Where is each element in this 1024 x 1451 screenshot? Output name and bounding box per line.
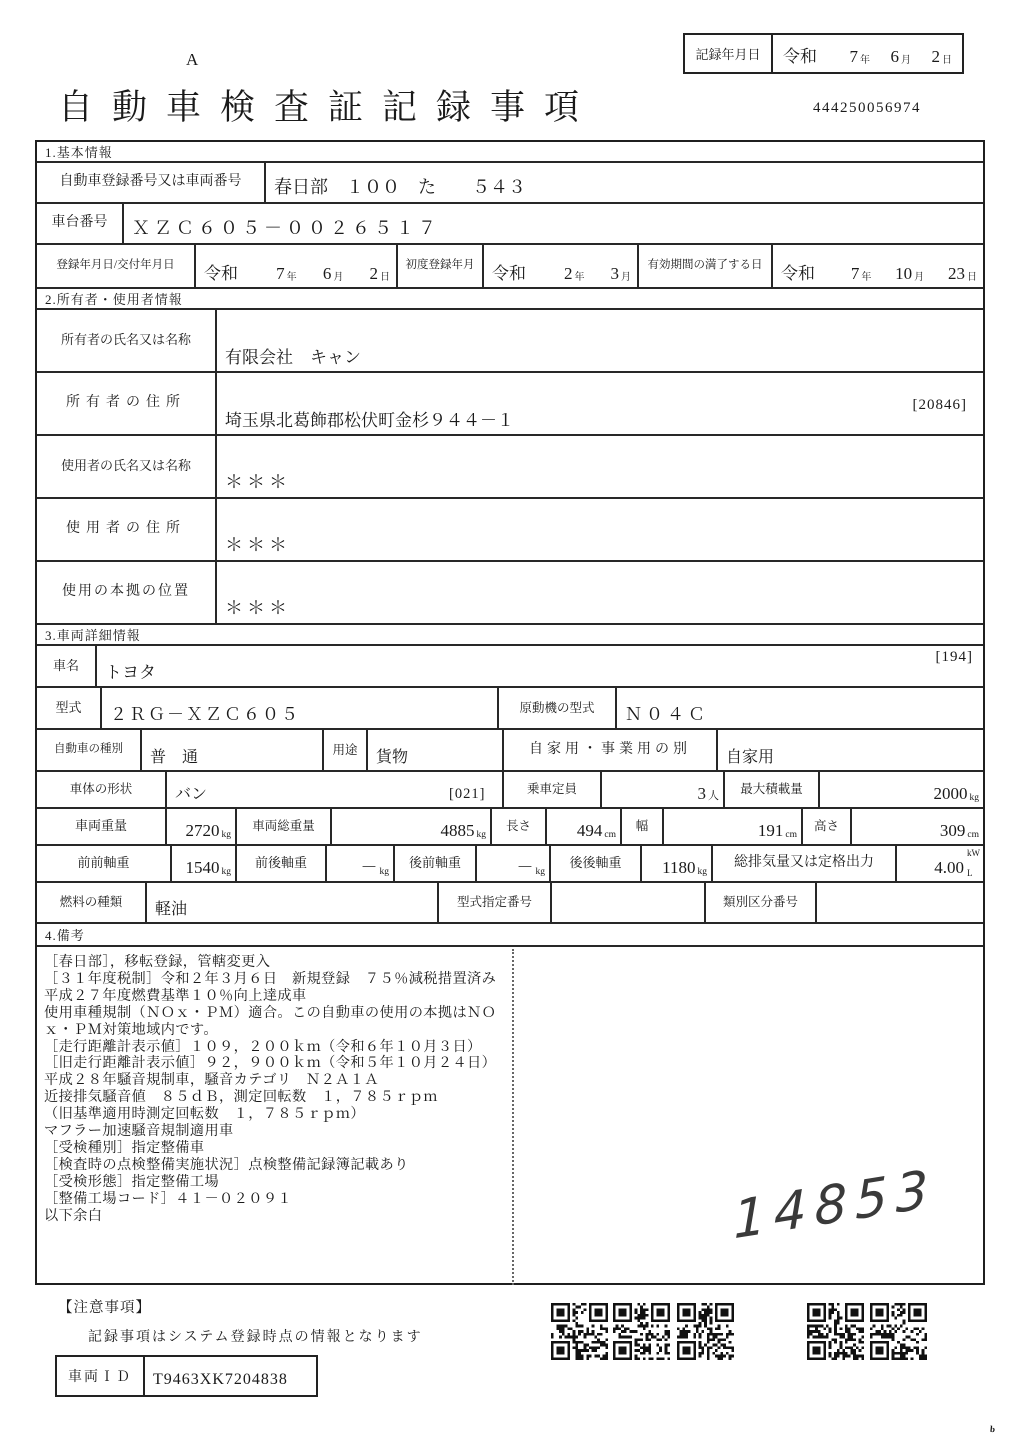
owner-address-value: 埼玉県北葛飾郡松伏町金杉９４４－１	[225, 411, 514, 430]
section-vehicle-details: 3.車両詳細情報	[37, 625, 983, 646]
qr-code-4	[807, 1303, 864, 1360]
rear-rear-axle-value: 1180 kg	[642, 846, 713, 881]
vehicle-name-value: トヨタ	[105, 663, 156, 682]
class-number-value	[817, 883, 983, 922]
remarks-line: ［走行距離計表示値］１０９，２００ｋｍ（令和６年１０月３日）	[44, 1038, 482, 1055]
use-label: 用途	[324, 730, 368, 770]
body-shape-label: 車体の形状	[37, 772, 167, 807]
qr-code-5	[870, 1303, 927, 1360]
engine-model-value: Ｎ０４Ｃ	[625, 705, 709, 724]
row-fuel-type	[37, 883, 983, 924]
record-date-label: 記録年月日	[685, 35, 773, 72]
width-value: 191 cm	[664, 809, 803, 844]
row-kind-use	[37, 730, 983, 772]
remarks-line: 使用車種規制（ＮＯｘ・ＰＭ）適合。この自動車の使用の本拠はＮＯ	[44, 1004, 497, 1021]
row-model	[37, 688, 983, 730]
rear-rear-axle-label: 後後軸重	[551, 846, 642, 881]
vehicle-name-code: [194]	[935, 649, 973, 665]
row-base-location	[37, 562, 983, 625]
page-corner-mark: A	[186, 50, 199, 69]
row-dates	[37, 245, 983, 289]
gross-weight-label: 車両総重量	[237, 809, 332, 844]
capacity-label: 乗車定員	[504, 772, 602, 807]
remarks-box	[37, 947, 983, 1287]
row-owner-name	[37, 310, 983, 373]
fuel-type-label: 燃料の種類	[37, 883, 147, 922]
row-axle-weights	[37, 846, 983, 883]
base-location-value: ＊＊＊	[225, 598, 291, 618]
scan-artifact: b	[989, 1423, 996, 1435]
owner-name-value: 有限会社 キャン	[225, 348, 361, 367]
body-shape-code: [021]	[449, 786, 486, 802]
class-number-label: 類別区分番号	[706, 883, 817, 922]
remarks-line: 以下余白	[44, 1207, 103, 1224]
owner-address-code: [20846]	[912, 397, 967, 413]
remarks-divider	[512, 949, 514, 1285]
base-location-label: 使用の本拠の位置	[37, 562, 217, 623]
vehicle-name-label: 車名	[37, 646, 97, 686]
row-owner-address	[37, 373, 983, 436]
vehicle-id-box	[55, 1355, 318, 1397]
document-number: 444250056974	[813, 100, 921, 116]
vehicle-id-label: 車両ＩＤ	[57, 1357, 145, 1395]
section-owner-user-info: 2.所有者・使用者情報	[37, 289, 983, 310]
remarks-line: ［検査時の点検整備実施状況］点検整備記録簿記載あり	[44, 1156, 409, 1173]
first-registration-label: 初度登録年月	[398, 245, 484, 287]
notice-title: 【注意事項】	[58, 1300, 151, 1316]
type-designation-label: 型式指定番号	[439, 883, 552, 922]
model-value: ２ＲＧ－ＸＺＣ６０５	[102, 688, 499, 728]
certificate-table	[35, 140, 985, 1285]
reg-number-label: 自動車登録番号又は車両番号	[37, 163, 266, 202]
front-rear-axle-label: 前後軸重	[237, 846, 327, 881]
owner-name-label: 所有者の氏名又は名称	[37, 310, 217, 371]
max-load-value: 2000 kg	[933, 784, 979, 803]
user-address-label: 使用者の住所	[37, 499, 217, 560]
height-label: 高さ	[803, 809, 852, 844]
remarks-line: 近接排気騒音値 ８５ｄＢ，測定回転数 １，７８５ｒｐｍ	[44, 1089, 438, 1106]
section-basic-info: 1.基本情報	[37, 142, 983, 163]
handwritten-number: 14853	[732, 1158, 937, 1252]
row-vehicle-name	[37, 646, 983, 688]
gross-weight-value: 4885 kg	[332, 809, 492, 844]
reg-number-value: 春日部 １００ た ５４３	[274, 177, 526, 197]
vehicle-kind-label: 自動車の種別	[37, 730, 142, 770]
remarks-line: （旧基準適用時測定回転数 １，７８５ｒｐｍ）	[44, 1106, 365, 1123]
remarks-line: ｘ・ＰＭ対策地域内です。	[44, 1021, 218, 1038]
expiry-date-label: 有効期間の満了する日	[639, 245, 773, 287]
qr-code-2	[613, 1303, 670, 1360]
user-address-value: ＊＊＊	[225, 535, 291, 555]
section-remarks: 4.備考	[37, 924, 983, 947]
reg-date-label: 登録年月日/交付年月日	[37, 245, 196, 287]
use-value: 貨物	[368, 730, 504, 770]
remarks-line: ［受検種別］指定整備車	[44, 1139, 205, 1156]
row-chassis-number	[37, 204, 983, 245]
remarks-line: 平成２８年騒音規制車，騒音カテゴリ Ｎ２Ａ１Ａ	[44, 1072, 379, 1089]
engine-model-label: 原動機の型式	[499, 688, 617, 728]
rear-front-axle-label: 後前軸重	[395, 846, 477, 881]
user-name-value: ＊＊＊	[225, 472, 291, 492]
width-label: 幅	[622, 809, 664, 844]
displacement-units: kW L	[967, 848, 980, 878]
vehicle-weight-label: 車両重量	[37, 809, 167, 844]
front-front-axle-label: 前前軸重	[37, 846, 172, 881]
fuel-type-value: 軽油	[147, 883, 439, 922]
chassis-number-value: ＸＺＣ６０５－００２６５１７	[132, 218, 440, 238]
record-date-box	[683, 33, 964, 74]
vehicle-kind-value: 普 通	[142, 730, 324, 770]
row-user-address	[37, 499, 983, 562]
displacement-label: 総排気量又は定格出力	[713, 846, 897, 881]
qr-code-1	[551, 1303, 608, 1360]
private-business-value: 自家用	[726, 749, 775, 766]
remarks-line: マフラー加速騒音規制適用車	[44, 1123, 234, 1140]
row-body-shape	[37, 772, 983, 809]
remarks-line: ［整備工場コード］４１－０２０９１	[44, 1190, 292, 1207]
remarks-line: ［３１年度税制］令和２年３月６日 新規登録 ７５％減税措置済み	[44, 970, 497, 987]
first-registration-value: 令和 2 年 3 月	[484, 245, 639, 287]
type-designation-value	[552, 883, 706, 922]
private-business-label: 自家用・事業用の別	[504, 730, 718, 770]
record-date-value: 令和 7 年 6 月 2 日	[783, 47, 952, 66]
row-user-name	[37, 436, 983, 499]
user-name-label: 使用者の氏名又は名称	[37, 436, 217, 497]
front-front-axle-value: 1540 kg	[172, 846, 237, 881]
remarks-text	[44, 954, 512, 1225]
vehicle-weight-value: 2720 kg	[167, 809, 237, 844]
body-shape-value: バン	[167, 772, 504, 807]
expiry-date-value: 令和 7 年 10 月 23 日	[781, 264, 977, 283]
remarks-line: 平成２７年度燃費基準１０％向上達成車	[44, 987, 307, 1004]
row-registration-number	[37, 163, 983, 204]
length-value: 494 cm	[547, 809, 622, 844]
model-label: 型式	[37, 688, 102, 728]
capacity-value: 3 人	[602, 772, 725, 807]
front-rear-axle-value: － kg	[327, 846, 395, 881]
length-label: 長さ	[492, 809, 547, 844]
owner-address-label: 所有者の住所	[37, 373, 217, 434]
vehicle-id-value: T9463XK7204838	[153, 1371, 288, 1388]
remarks-line: ［受検形態］指定整備工場	[44, 1173, 220, 1190]
notice-body: 記録事項はシステム登録時点の情報となります	[88, 1330, 423, 1345]
chassis-number-label: 車台番号	[37, 204, 124, 243]
row-weights-dimensions	[37, 809, 983, 846]
remarks-line: ［春日部］，移転登録，管轄変更入	[44, 954, 271, 970]
qr-code-3	[677, 1303, 734, 1360]
page-title: 自動車検査証記録事項	[58, 88, 599, 127]
height-value: 309 cm	[939, 821, 979, 840]
max-load-label: 最大積載量	[725, 772, 820, 807]
reg-date-value: 令和 7 年 6 月 2 日	[196, 245, 398, 287]
displacement-value: 4.00 kW L	[934, 848, 980, 878]
remarks-line: ［旧走行距離計表示値］９２，９００ｋｍ（令和５年１０月２４日）	[44, 1055, 497, 1072]
rear-front-axle-value: － kg	[477, 846, 551, 881]
